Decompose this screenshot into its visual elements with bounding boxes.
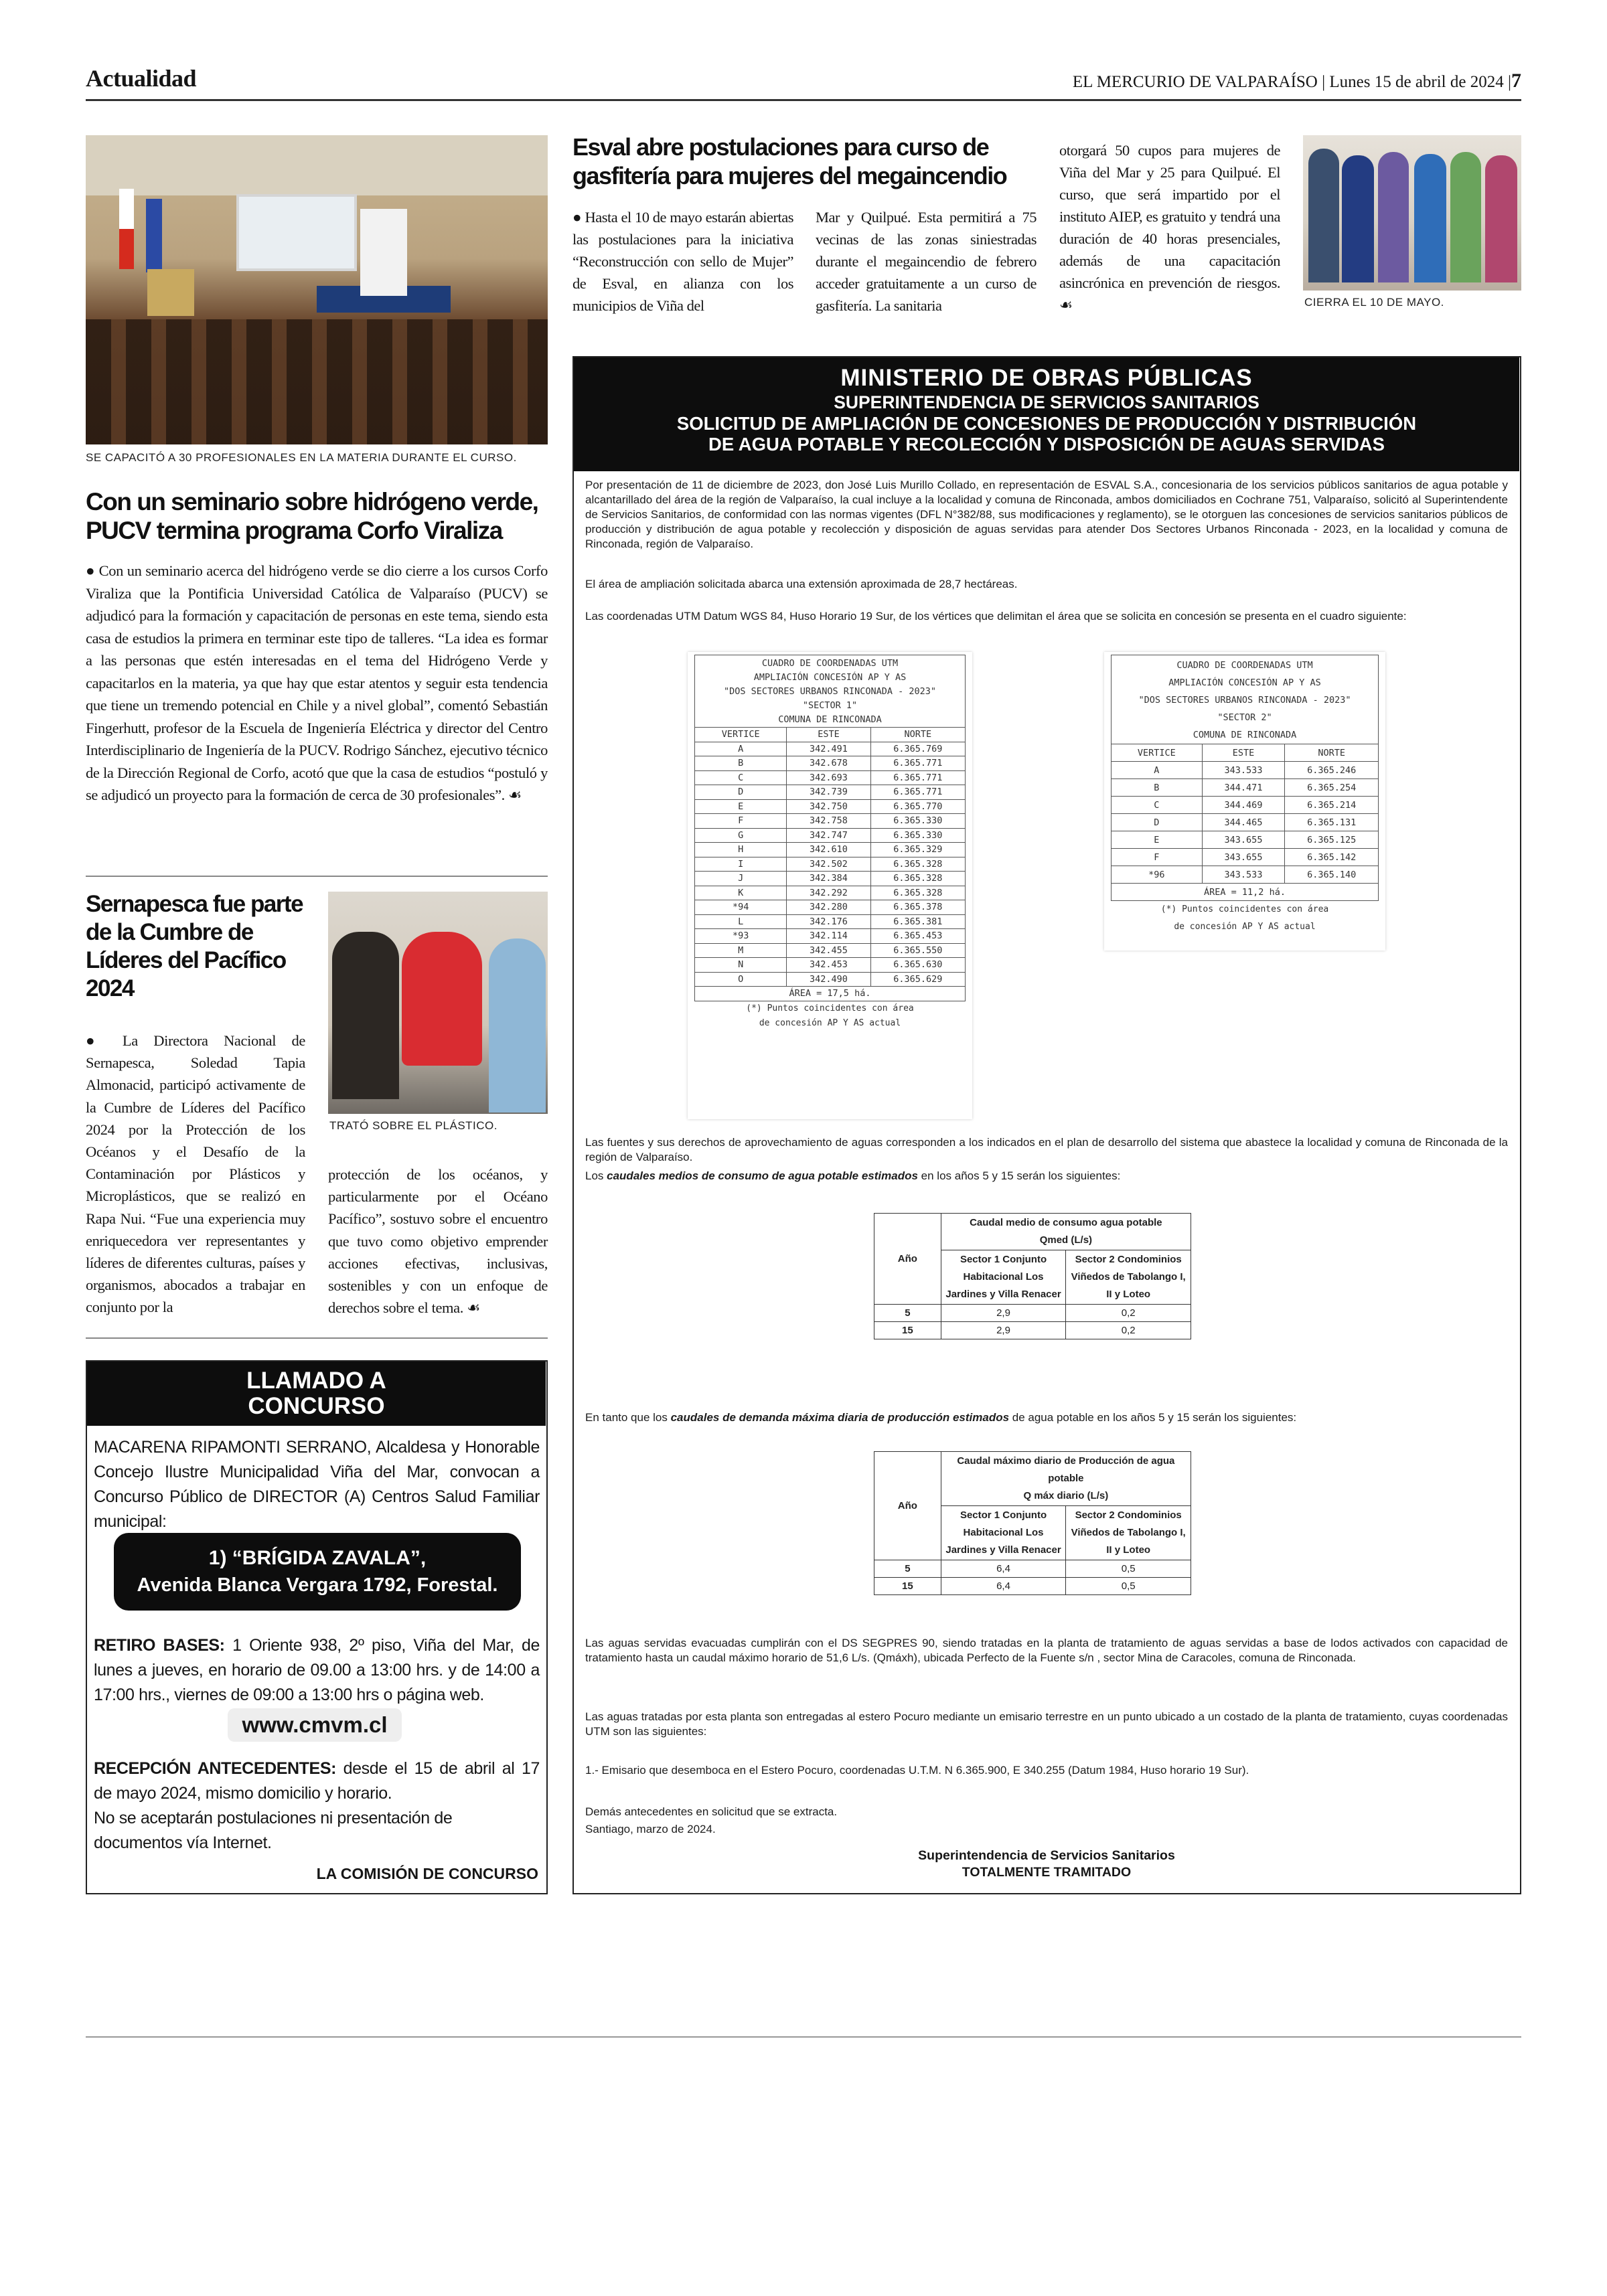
table-cell: 6.365.771 bbox=[870, 770, 965, 785]
website-link[interactable]: www.cmvm.cl bbox=[228, 1708, 402, 1742]
mop-paragraph-5 bbox=[585, 1169, 1508, 1183]
area-value: ÁREA = 11,2 há. bbox=[1112, 884, 1379, 901]
seminar-photo bbox=[86, 135, 548, 444]
caudal-medio-table bbox=[874, 1213, 1191, 1339]
column-header: ESTE bbox=[787, 728, 870, 742]
table-header-row bbox=[695, 728, 966, 742]
table-row bbox=[1112, 849, 1379, 866]
table-row bbox=[695, 814, 966, 829]
table-cell: 343.655 bbox=[1202, 849, 1285, 866]
sector2-header: Sector 2 Condominios Viñedos de Tabolango I, II y Loteo bbox=[1066, 1506, 1191, 1560]
table-cell: 344.469 bbox=[1202, 797, 1285, 814]
table-cell: 342.455 bbox=[787, 943, 870, 958]
concurso-title bbox=[87, 1362, 546, 1426]
utm-note-line1: (*) Puntos coincidentes con área bbox=[1160, 904, 1329, 914]
table-cell: 343.533 bbox=[1202, 762, 1285, 779]
table-row bbox=[695, 900, 966, 915]
table-row bbox=[1112, 831, 1379, 849]
recepcion bbox=[94, 1756, 540, 1856]
table-row bbox=[695, 785, 966, 800]
table-cell: 342.610 bbox=[787, 843, 870, 857]
utm-table-sector2 bbox=[1104, 652, 1385, 951]
utm-project: "DOS SECTORES URBANOS RINCONADA - 2023" bbox=[724, 686, 936, 697]
table-cell: O bbox=[695, 972, 787, 987]
concurso-title-line2: CONCURSO bbox=[248, 1393, 385, 1419]
mop-paragraph-4: Las fuentes y sus derechos de aprovechamiento de aguas corresponden a los indicados en el plan de desarrollo del sistema que abastece la localidad y comuna de Rinconada de la región de Valparaíso. bbox=[585, 1136, 1508, 1163]
table-row bbox=[695, 872, 966, 886]
utm-comuna: COMUNA DE RINCONADA bbox=[778, 714, 882, 725]
retiro-label: RETIRO BASES: bbox=[94, 1636, 225, 1655]
photo-caption: SE CAPACITÓ A 30 PROFESIONALES EN LA MATERIA DURANTE EL CURSO. bbox=[86, 451, 517, 464]
table-cell: *93 bbox=[695, 929, 787, 944]
sector1-header: Sector 1 Conjunto Habitacional Los Jardines y Villa Renacer bbox=[941, 1250, 1066, 1305]
sernapesca-photo bbox=[328, 892, 548, 1114]
issue-date: Lunes 15 de abril de 2024 bbox=[1329, 73, 1504, 91]
mop-paragraph-7: Las aguas servidas evacuadas cumplirán con el DS SEGPRES 90, siendo tratadas en la planta de tratamiento de aguas servidas a base de lodos activados con capacidad de tratamiento hasta un caudal máximo horario de 51,6 L/s. (Qmáxh), ubicada Perfecto de la Fuente s/n , sector Mina de Caracoles, comuna de Rinconada. bbox=[585, 1637, 1508, 1664]
table-cell: 342.176 bbox=[787, 914, 870, 929]
caudal-max-table bbox=[874, 1451, 1191, 1595]
table-cell: N bbox=[695, 958, 787, 973]
utm-title: CUADRO DE COORDENADAS UTM bbox=[761, 658, 899, 669]
table-cell: 6.365.378 bbox=[870, 900, 965, 915]
table-cell: 6.365.329 bbox=[870, 843, 965, 857]
center-name: 1) “BRÍGIDA ZAVALA”, bbox=[208, 1547, 427, 1569]
table-cell: D bbox=[695, 785, 787, 800]
utm-project: "DOS SECTORES URBANOS RINCONADA - 2023" bbox=[1138, 695, 1351, 706]
retiro-bases bbox=[94, 1633, 540, 1708]
table-cell: C bbox=[695, 770, 787, 785]
utm-note-line2: de concesión AP Y AS actual bbox=[1174, 922, 1316, 932]
caudal-header bbox=[941, 1452, 1191, 1506]
chile-flag bbox=[119, 189, 134, 269]
article-text: La Directora Nacional de Sernapesca, Soledad Tapia Almonacid, participó activamente de la Cumbre de Líderes del Pacífico 2024 por la Protección de los Océanos y el Desafío de la Contaminación por Plásticos y Microplásticos, que se realizó en Rapa Nui. “Fue una experiencia muy enriquecedora ver representantes y líderes de diferentes culturas, países y organismos, abocados a trabajar en conjunto por la bbox=[86, 1032, 305, 1316]
table-cell: F bbox=[695, 814, 787, 829]
table-cell: 0,5 bbox=[1066, 1560, 1191, 1578]
table-row bbox=[1112, 762, 1379, 779]
table-cell: L bbox=[695, 914, 787, 929]
table-header-row bbox=[874, 1452, 1191, 1506]
separator: | bbox=[1507, 73, 1511, 91]
mop-paragraph-1: Por presentación de 11 de diciembre de 2023, don José Luis Murillo Collado, en representación de ESVAL S.A., concesionaria de los servicios públicos sanitarios de agua potable y alcantarillado del área de la región de Valparaíso, la cual incluye a la localidad y comuna de Rinconada, ambos domiciliados en Cochrane 751, Valparaíso, solicitó al Superintendente de Servicios Sanitarios, de conformidad con las normas vigentes (DFL N°382/88, sus modificaciones y reglamento), se le otorguen las concesiones de servicios sanitarios públicos de producción y distribución de agua potable y recolección y disposición de aguas servidas para atender Dos Sectores Urbanos Rinconada - 2023, en la localidad y comuna de Rinconada, región de Valparaíso. bbox=[585, 479, 1508, 550]
table-cell: A bbox=[695, 742, 787, 756]
table-cell: 6.365.214 bbox=[1285, 797, 1379, 814]
article-text: protección de los océanos, y particularmente por el Océano Pacífico”, sostuvo sobre el encuentro que tuvo como objetivo emprender acciones efectivas, inclusivas, sostenibles y con un enfoque de derechos sobre el tema. bbox=[328, 1166, 548, 1317]
utm-sector: "SECTOR 2" bbox=[1217, 712, 1272, 723]
table-row bbox=[695, 799, 966, 814]
table-cell: 5 bbox=[874, 1560, 941, 1578]
table-cell: E bbox=[1112, 831, 1203, 849]
table-cell: 0,2 bbox=[1066, 1322, 1191, 1339]
table-cell: G bbox=[695, 828, 787, 843]
table-cell: 6.365.140 bbox=[1285, 866, 1379, 884]
person bbox=[1308, 149, 1339, 282]
table-row bbox=[874, 1578, 1191, 1595]
mop-paragraph-9: 1.- Emisario que desemboca en el Estero Pocuro, coordenadas U.T.M. N 6.365.900, E 340.255 (Datum 1984, Huso horario 19 Sur). bbox=[585, 1764, 1249, 1777]
table-cell: 343.655 bbox=[1202, 831, 1285, 849]
caudal-header-line2: Q máx diario (L/s) bbox=[1023, 1490, 1109, 1501]
table-cell: 6.365.328 bbox=[870, 872, 965, 886]
table-cell: 6.365.630 bbox=[870, 958, 965, 973]
concurso-ad bbox=[86, 1360, 548, 1894]
concurso-intro: MACARENA RIPAMONTI SERRANO, Alcaldesa y Honorable Concejo Ilustre Municipalidad Viña del Mar, convocan a Concurso Público de DIRECTOR (A) Centros Salud Familiar municipal: bbox=[94, 1438, 540, 1531]
table-row bbox=[695, 843, 966, 857]
utm-note-line2: de concesión AP Y AS actual bbox=[759, 1017, 901, 1028]
person-right bbox=[489, 938, 546, 1113]
table-cell: 342.693 bbox=[787, 770, 870, 785]
table-cell: 15 bbox=[874, 1578, 941, 1595]
table-cell: *96 bbox=[1112, 866, 1203, 884]
utm-subtitle: AMPLIACIÓN CONCESIÓN AP Y AS bbox=[1168, 677, 1321, 688]
article-col1 bbox=[572, 206, 793, 317]
table-cell: K bbox=[695, 886, 787, 900]
mop-subtitle-3: DE AGUA POTABLE Y RECOLECCIÓN Y DISPOSICIÓN DE AGUAS SERVIDAS bbox=[708, 434, 1385, 455]
end-mark-icon: ☙ bbox=[508, 787, 522, 803]
photo-caption: CIERRA EL 10 DE MAYO. bbox=[1304, 296, 1444, 309]
table-row bbox=[695, 857, 966, 872]
article-title: Esval abre postulaciones para curso de gasfitería para mujeres del megaincendio bbox=[572, 133, 1007, 189]
mop-paragraph-8: Las aguas tratadas por esta planta son entregadas al estero Pocuro mediante un emisario terrestre en un punto ubicado a un costado de la planta de tratamiento, cuyas coordenadas UTM son las siguientes: bbox=[585, 1710, 1508, 1738]
article-text: otorgará 50 cupos para mujeres de Viña del Mar y 25 para Quilpué. El curso, que será impartido por el instituto AIEP, es gratuito y tendrá una duración de 40 horas presenciales, además de una capacitación asincrónica en prevención de riesgos. bbox=[1059, 142, 1280, 291]
mop-paragraph-3: Las coordenadas UTM Datum WGS 84, Huso Horario 19 Sur, de los vértices que delimitan el área que se solicita en concesión se presenta en el cuadro siguiente: bbox=[585, 610, 1407, 623]
column-header: ESTE bbox=[1202, 744, 1285, 762]
year-header: Año bbox=[874, 1214, 941, 1305]
table-cell: *94 bbox=[695, 900, 787, 915]
table-cell: 344.471 bbox=[1202, 779, 1285, 797]
utm-note-line1: (*) Puntos coincidentes con área bbox=[746, 1003, 914, 1013]
year-header: Año bbox=[874, 1452, 941, 1560]
paper-name: EL MERCURIO DE VALPARAÍSO bbox=[1072, 73, 1318, 91]
article-text: Hasta el 10 de mayo estarán abiertas las postulaciones para la iniciativa “Reconstrucción con sello de Mujer” de Esval, en alianza con los municipios de Viña del bbox=[572, 209, 794, 314]
utm-note bbox=[688, 1001, 972, 1031]
p6-start: En tanto que los bbox=[585, 1411, 671, 1424]
table-cell: F bbox=[1112, 849, 1203, 866]
separator: | bbox=[1322, 73, 1326, 91]
photo-wall bbox=[86, 135, 548, 195]
projection-screen bbox=[236, 194, 357, 271]
center-address: Avenida Blanca Vergara 1792, Forestal. bbox=[137, 1574, 498, 1596]
person bbox=[1450, 152, 1481, 282]
utm-table-header bbox=[694, 655, 966, 727]
recepcion-text: desde el 15 de abril al 17 de mayo 2024, mismo domicilio y horario. bbox=[94, 1759, 540, 1803]
utm-grid bbox=[1111, 744, 1379, 901]
utm-comuna: COMUNA DE RINCONADA bbox=[1193, 730, 1297, 740]
table-cell: 6.365.550 bbox=[870, 943, 965, 958]
signature-line2: TOTALMENTE TRAMITADO bbox=[962, 1865, 1132, 1880]
article-col2: Mar y Quilpué. Esta permitirá a 75 vecinas de las zonas siniestradas durante el megaincendio de febrero acceder gratuitamente a un curso de gasfitería. La sanitaria bbox=[816, 209, 1037, 314]
masthead bbox=[1073, 70, 1521, 92]
table-row bbox=[695, 958, 966, 973]
divider bbox=[86, 876, 548, 877]
table-row bbox=[874, 1322, 1191, 1339]
table-cell: C bbox=[1112, 797, 1203, 814]
table-row bbox=[695, 914, 966, 929]
table-cell: 342.758 bbox=[787, 814, 870, 829]
header-rule bbox=[86, 99, 1521, 101]
table-cell: 0,2 bbox=[1066, 1305, 1191, 1322]
end-mark-icon: ☙ bbox=[467, 1299, 480, 1317]
p5-emphasis: caudales medios de consumo de agua potable estimados bbox=[607, 1169, 918, 1182]
table-cell: B bbox=[1112, 779, 1203, 797]
table-cell: 342.292 bbox=[787, 886, 870, 900]
table-cell: 6.365.769 bbox=[870, 742, 965, 756]
table-cell: 342.750 bbox=[787, 799, 870, 814]
table-cell: 6.365.771 bbox=[870, 785, 965, 800]
table-cell: 2,9 bbox=[941, 1305, 1066, 1322]
article-col3 bbox=[1059, 139, 1280, 316]
person-left bbox=[332, 932, 399, 1099]
table-cell: 6.365.246 bbox=[1285, 762, 1379, 779]
end-mark-icon: ☙ bbox=[1059, 297, 1073, 313]
table-cell: 6.365.770 bbox=[870, 799, 965, 814]
no-internet-note: No se aceptarán postulaciones ni presentación de documentos vía Internet. bbox=[94, 1809, 453, 1852]
table-cell: 6.365.254 bbox=[1285, 779, 1379, 797]
podium bbox=[147, 269, 194, 316]
divider bbox=[86, 1337, 548, 1339]
column-header: VERTICE bbox=[695, 728, 787, 742]
bullet-icon: ● bbox=[86, 562, 95, 579]
person bbox=[1414, 154, 1446, 282]
article-text: Con un seminario acerca del hidrógeno verde se dio cierre a los cursos Corfo Viraliza que la Pontificia Universidad Católica de Valparaíso (PUCV) se adjudicó para la formación y capacitación de personas en este tema, siendo esta casa de estudios la primera en terminar este tipo de talleres. “La idea es formar a las personas que estén interesadas en el tema del Hidrógeno Verde y capacitarlos en la materia, ya que hay que estar atentos y seguir esta tendencia que tiene un tremendo potencial en Chile y a nivel global”, comentó Sebastián Fingerhutt, profesor de la Escuela de Ingeniería Eléctrica y director del Centro Interdisciplinario de Ingeniería de la PUCV. Rodrigo Sánchez, ejecutivo técnico de la Dirección Regional de Corfo, acotó que que la casa de estudios “postuló y se adjudicó un proyecto para la formación de cerca de 30 profesionales”. bbox=[86, 562, 548, 803]
footer-rule bbox=[86, 2036, 1521, 2038]
mop-subtitle-1: SUPERINTENDENCIA DE SERVICIOS SANITARIOS bbox=[834, 392, 1259, 412]
table-cell: 342.502 bbox=[787, 857, 870, 872]
utm-title: CUADRO DE COORDENADAS UTM bbox=[1176, 660, 1313, 671]
side-banner bbox=[360, 209, 407, 296]
table-cell: 2,9 bbox=[941, 1322, 1066, 1339]
p5-start: Los bbox=[585, 1169, 607, 1182]
table-row bbox=[874, 1305, 1191, 1322]
flag-blue bbox=[146, 199, 162, 272]
table-cell: 6.365.328 bbox=[870, 857, 965, 872]
bullet-icon: ● bbox=[572, 209, 582, 226]
mop-paragraph-10: Demás antecedentes en solicitud que se extracta. bbox=[585, 1805, 838, 1818]
table-cell: 342.490 bbox=[787, 972, 870, 987]
table-cell: 6.365.142 bbox=[1285, 849, 1379, 866]
table-cell: 344.465 bbox=[1202, 814, 1285, 831]
article-title: Con un seminario sobre hidrógeno verde, PUCV termina programa Corfo Viraliza bbox=[86, 488, 538, 544]
table-cell: 6.365.328 bbox=[870, 886, 965, 900]
table-row bbox=[874, 1560, 1191, 1578]
sector2-header: Sector 2 Condominios Viñedos de Tabolango I, II y Loteo bbox=[1066, 1250, 1191, 1305]
column-header: VERTICE bbox=[1112, 744, 1203, 762]
mop-signature bbox=[574, 1848, 1519, 1881]
article-body-col1 bbox=[86, 1030, 305, 1319]
photo-caption: TRATÓ SOBRE EL PLÁSTICO. bbox=[329, 1119, 498, 1132]
mop-subtitle-2: SOLICITUD DE AMPLIACIÓN DE CONCESIONES DE PRODUCCIÓN Y DISTRIBUCIÓN bbox=[676, 413, 1417, 434]
table-cell: M bbox=[695, 943, 787, 958]
table-cell: J bbox=[695, 872, 787, 886]
table-row bbox=[1112, 814, 1379, 831]
table-cell: I bbox=[695, 857, 787, 872]
caudal-header-line1: Caudal medio de consumo agua potable bbox=[970, 1217, 1162, 1228]
center-highlight-box bbox=[114, 1533, 521, 1611]
table-cell: 6.365.771 bbox=[870, 756, 965, 771]
table-cell: 6,4 bbox=[941, 1578, 1066, 1595]
table-header-row bbox=[1112, 744, 1379, 762]
table-row bbox=[695, 770, 966, 785]
p5-end: en los años 5 y 15 serán los siguientes: bbox=[917, 1169, 1121, 1182]
area-value: ÁREA = 17,5 há. bbox=[695, 987, 966, 1001]
recepcion-label: RECEPCIÓN ANTECEDENTES: bbox=[94, 1759, 337, 1778]
utm-subtitle: AMPLIACIÓN CONCESIÓN AP Y AS bbox=[753, 672, 907, 683]
audience bbox=[86, 319, 548, 444]
table-row bbox=[695, 828, 966, 843]
concurso-signature: LA COMISIÓN DE CONCURSO bbox=[316, 1865, 538, 1882]
table-cell: 343.533 bbox=[1202, 866, 1285, 884]
table-cell: E bbox=[695, 799, 787, 814]
signature-line1: Superintendencia de Servicios Sanitarios bbox=[918, 1848, 1175, 1863]
table-row bbox=[695, 929, 966, 944]
page-number: 7 bbox=[1511, 70, 1521, 92]
table-row bbox=[695, 756, 966, 771]
utm-table-header bbox=[1111, 655, 1379, 744]
column-header: NORTE bbox=[1285, 744, 1379, 762]
section-label: Actualidad bbox=[86, 65, 197, 92]
utm-table-sector1 bbox=[688, 652, 972, 1119]
table-cell: 342.678 bbox=[787, 756, 870, 771]
table-cell: 342.280 bbox=[787, 900, 870, 915]
table-cell: 6.365.629 bbox=[870, 972, 965, 987]
retiro-text: 1 Oriente 938, 2º piso, Viña del Mar, de lunes a jueves, en horario de 09.00 a 13:00 hrs. y de 14:00 a 17:00 hrs., viernes de 09:00 a 13:00 hrs o página web. bbox=[94, 1636, 540, 1704]
table-row bbox=[1112, 779, 1379, 797]
utm-grid bbox=[694, 727, 966, 1001]
table-cell: 6.365.330 bbox=[870, 814, 965, 829]
area-row bbox=[695, 987, 966, 1001]
table-cell: H bbox=[695, 843, 787, 857]
person bbox=[1378, 152, 1409, 282]
table-cell: 6.365.381 bbox=[870, 914, 965, 929]
table-cell: 342.453 bbox=[787, 958, 870, 973]
mop-paragraph-2: El área de ampliación solicitada abarca una extensión aproximada de 28,7 hectáreas. bbox=[585, 578, 1018, 590]
p6-end: de agua potable en los años 5 y 15 serán los siguientes: bbox=[1009, 1411, 1297, 1424]
article-title: Sernapesca fue parte de la Cumbre de Líderes del Pacífico 2024 bbox=[86, 891, 303, 1001]
column-header: NORTE bbox=[870, 728, 965, 742]
table-row bbox=[695, 886, 966, 900]
area-row bbox=[1112, 884, 1379, 901]
concurso-title-line1: LLAMADO A bbox=[246, 1368, 386, 1394]
table-header-row bbox=[874, 1214, 1191, 1250]
table-cell: D bbox=[1112, 814, 1203, 831]
table-row bbox=[695, 742, 966, 756]
table-cell: 6,4 bbox=[941, 1560, 1066, 1578]
mop-header bbox=[574, 357, 1519, 471]
mop-title: MINISTERIO DE OBRAS PÚBLICAS bbox=[840, 365, 1253, 391]
table-row bbox=[695, 972, 966, 987]
table-row bbox=[1112, 797, 1379, 814]
caudal-header-line1: Caudal máximo diario de Producción de agua potable bbox=[957, 1455, 1175, 1484]
utm-note bbox=[1104, 901, 1385, 936]
mop-paragraph-11: Santiago, marzo de 2024. bbox=[585, 1823, 716, 1835]
bullet-icon: ● bbox=[86, 1032, 107, 1049]
p6-emphasis: caudales de demanda máxima diaria de producción estimados bbox=[670, 1411, 1010, 1424]
table-cell: 342.384 bbox=[787, 872, 870, 886]
utm-sector: "SECTOR 1" bbox=[802, 700, 858, 711]
table-cell: 342.114 bbox=[787, 929, 870, 944]
table-cell: 6.365.453 bbox=[870, 929, 965, 944]
table-cell: 6.365.131 bbox=[1285, 814, 1379, 831]
table-cell: 5 bbox=[874, 1305, 941, 1322]
table-cell: A bbox=[1112, 762, 1203, 779]
person bbox=[1485, 155, 1517, 282]
person bbox=[1342, 155, 1374, 282]
article-body-col2 bbox=[328, 1163, 548, 1319]
table-cell: 6.365.125 bbox=[1285, 831, 1379, 849]
table-cell: 342.491 bbox=[787, 742, 870, 756]
table-cell: 6.365.330 bbox=[870, 828, 965, 843]
table-cell: 342.739 bbox=[787, 785, 870, 800]
person-center bbox=[402, 932, 482, 1066]
table-cell: B bbox=[695, 756, 787, 771]
table-cell: 342.747 bbox=[787, 828, 870, 843]
table-cell: 0,5 bbox=[1066, 1578, 1191, 1595]
article-body bbox=[86, 560, 548, 807]
mop-paragraph-6 bbox=[585, 1410, 1508, 1425]
women-group-photo bbox=[1303, 135, 1521, 291]
table-cell: 15 bbox=[874, 1322, 941, 1339]
table-row bbox=[695, 943, 966, 958]
sector1-header: Sector 1 Conjunto Habitacional Los Jardines y Villa Renacer bbox=[941, 1506, 1066, 1560]
caudal-header-line2: Qmed (L/s) bbox=[1039, 1234, 1093, 1246]
mop-notice bbox=[572, 356, 1521, 1894]
caudal-header bbox=[941, 1214, 1191, 1250]
table-row bbox=[1112, 866, 1379, 884]
